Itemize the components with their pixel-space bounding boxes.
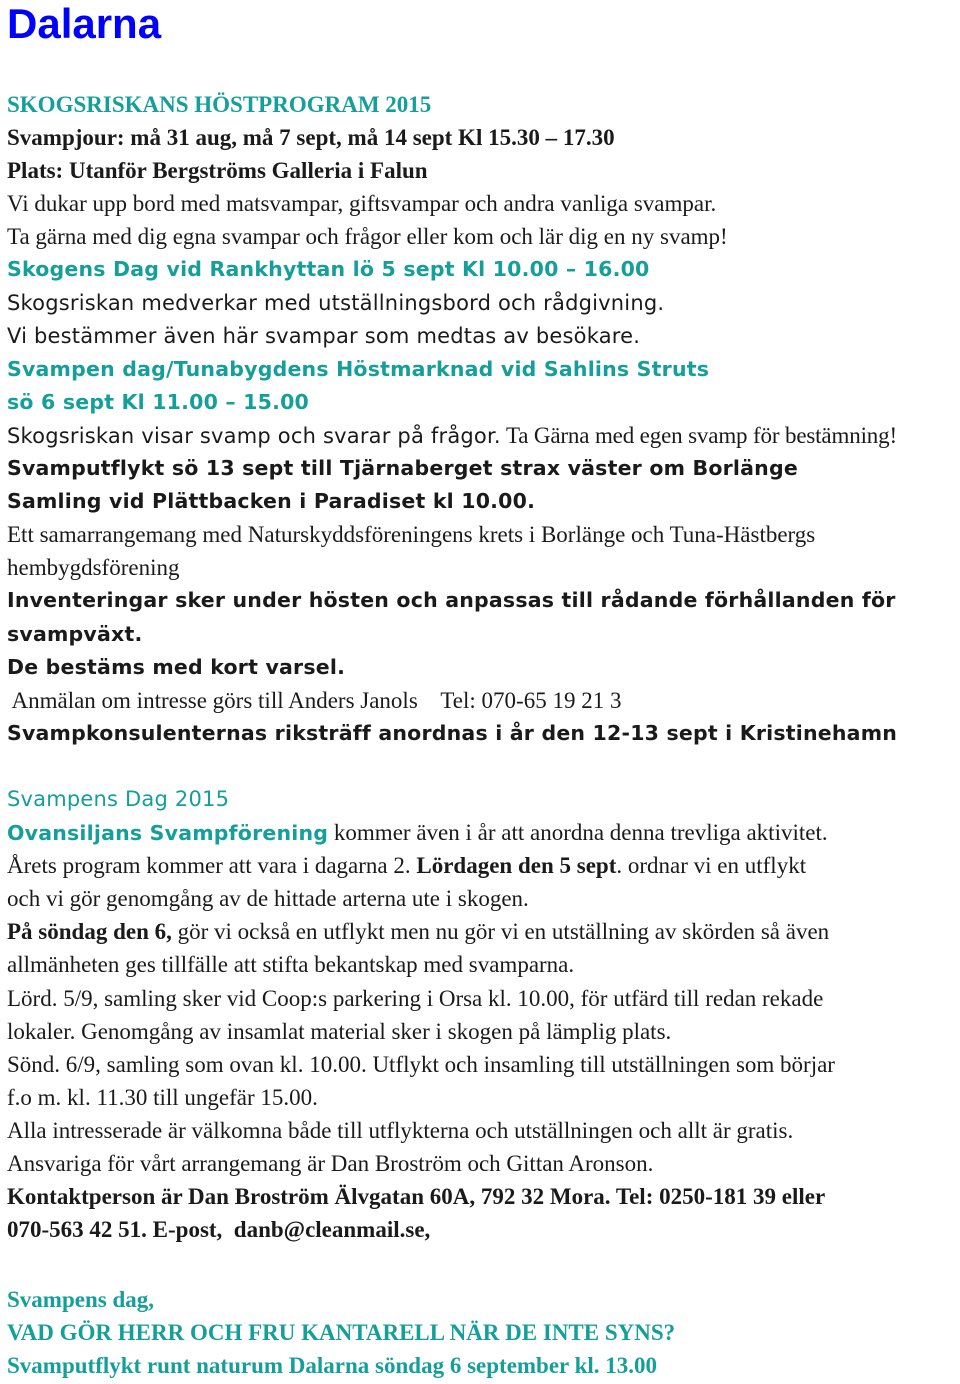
section-svampens-dag: [7, 1283, 959, 1382]
contact-line: 070-563 42 51. E-post, danb@cleanmail.se,: [7, 1217, 431, 1243]
paragraph-line: Lörd. 5/9, samling sker vid Coop:s parkering i Orsa kl. 10.00, för utfärd till redan rekade: [7, 985, 824, 1011]
paragraph-line: [7, 915, 959, 948]
paragraph-text: . ordnar vi en utflykt: [616, 853, 807, 879]
paragraph-text: Skogsriskan visar svamp och svarar på frågor.: [7, 423, 501, 448]
paragraph-text: kommer även i år att anordna denna trevliga aktivitet.: [328, 820, 828, 846]
section-heading: SKOGSRISKANS HÖSTPROGRAM 2015: [7, 92, 432, 117]
spacer: [7, 1246, 959, 1283]
paragraph-line: hembygdsförening: [7, 555, 180, 581]
paragraph-line: Ta gärna med dig egna svampar och frågor eller kom och lär dig en ny svamp!: [7, 224, 728, 250]
paragraph-line: Skogsriskan medverkar med utställningsbord och rådgivning.: [7, 290, 665, 315]
event-location: Plats: Utanför Bergströms Galleria i Falun: [7, 158, 428, 184]
paragraph-line: [7, 849, 959, 882]
section-skogsriskan: [7, 88, 959, 750]
event-skogens-dag: Skogens Dag vid Rankhyttan lö 5 sept Kl 10.00 – 16.00: [7, 257, 650, 282]
paragraph-line: allmänheten ges tillfälle att stifta bekantskap med svamparna.: [7, 952, 575, 978]
event-svampjour: Svampjour: må 31 aug, må 7 sept, må 14 sept Kl 15.30 – 17.30: [7, 125, 615, 151]
spacer: [7, 750, 959, 783]
paragraph-text: Ta Gärna med egen svamp för bestämning!: [500, 422, 898, 448]
headline: VAD GÖR HERR OCH FRU KANTARELL NÄR DE INTE SYNS?: [7, 1320, 676, 1346]
inventering-line: De bestäms med kort varsel.: [7, 654, 346, 679]
riks-line: Svampkonsulenternas riksträff anordnas i år den 12-13 sept i Kristinehamn: [7, 720, 898, 745]
paragraph-line: Alla intresserade är välkomna både till utflykterna och utställningen och allt är gratis.: [7, 1117, 794, 1143]
paragraph-line: Vi bestämmer även här svampar som medtas av besökare.: [7, 323, 641, 348]
event-svamputflykt: Svamputflykt sö 13 sept till Tjärnaberget strax väster om Borlänge: [7, 456, 798, 481]
paragraph-line: Sönd. 6/9, samling som ovan kl. 10.00. Utflykt och insamling till utställningen som börjar: [7, 1051, 835, 1077]
paragraph-line: [7, 419, 959, 452]
emphasis-text: Lördagen den 5 sept: [416, 853, 617, 879]
paragraph-text: Årets program kommer att vara i dagarna 2.: [7, 853, 417, 879]
paragraph-text: gör vi också en utflykt men nu gör vi en utställning av skörden så även: [171, 919, 830, 945]
paragraph-line: Vi dukar upp bord med matsvampar, giftsvampar och andra vanliga svampar.: [7, 191, 717, 217]
event-svampen-dag: Svampen dag/Tunabygdens Höstmarknad vid Sahlins Struts: [7, 356, 710, 381]
emphasis-text: På söndag den 6,: [7, 919, 172, 945]
event-line: Svamputflykt runt naturum Dalarna söndag 6 september kl. 13.00: [7, 1353, 658, 1379]
paragraph-line: och vi gör genomgång av de hittade arterna ute i skogen.: [7, 886, 529, 912]
anmalan-line: Anmälan om intresse görs till Anders Janols Tel: 070-65 19 21 3: [7, 687, 622, 713]
paragraph-line: [7, 816, 959, 849]
event-samling: Samling vid Plättbacken i Paradiset kl 10.00.: [7, 489, 536, 514]
paragraph-line: Ansvariga för vårt arrangemang är Dan Broström och Gittan Aronson.: [7, 1151, 654, 1176]
contact-line: Kontaktperson är Dan Broström Älvgatan 60A, 792 32 Mora. Tel: 0250-181 39 eller: [7, 1184, 826, 1210]
section-heading: Svampens Dag 2015: [7, 786, 230, 811]
paragraph-line: lokaler. Genomgång av insamlat material sker i skogen på lämplig plats.: [7, 1018, 672, 1044]
paragraph-line: f.o m. kl. 11.30 till ungefär 15.00.: [7, 1084, 318, 1110]
inventering-line: Inventeringar sker under hösten och anpassas till rådande förhållanden för: [7, 588, 896, 613]
inventering-line: svampväxt.: [7, 621, 143, 646]
section-svampens-dag-2015: [7, 783, 959, 1246]
page-title: Dalarna: [7, 0, 162, 47]
paragraph-line: Ett samarrangemang med Naturskyddsföreningens krets i Borlänge och Tuna-Hästbergs: [7, 522, 816, 548]
section-heading: Svampens dag,: [7, 1287, 154, 1313]
org-name: Ovansiljans Svampförening: [7, 821, 329, 846]
event-svampen-dag-time: sö 6 sept Kl 11.00 – 15.00: [7, 389, 309, 414]
document-body: [7, 88, 959, 1383]
